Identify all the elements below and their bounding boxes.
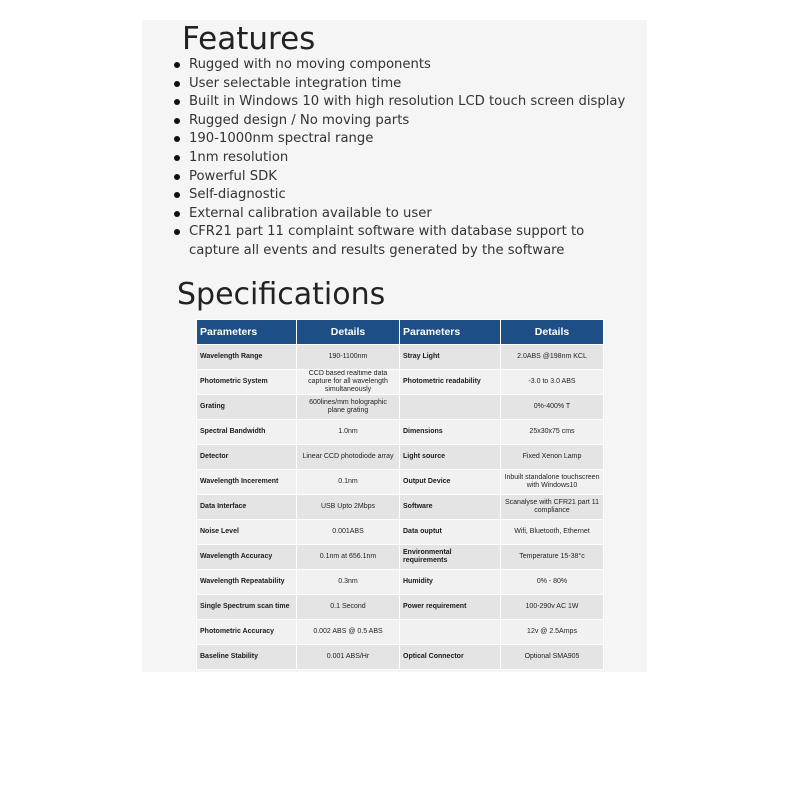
- table-row: [197, 595, 604, 620]
- detail-cell: Wifi, Bluetooth, Ethernet: [501, 520, 604, 545]
- feature-item: [172, 75, 632, 94]
- param-cell: Wavelength Incerement: [197, 470, 297, 495]
- bullet-icon: [174, 211, 180, 217]
- table-row: [197, 570, 604, 595]
- detail-cell: 0.3nm: [297, 570, 400, 595]
- bullet-icon: [174, 81, 180, 87]
- param-cell: Power requirement: [400, 595, 501, 620]
- table-row: [197, 620, 604, 645]
- specifications-heading: Specifications: [177, 277, 386, 312]
- bullet-icon: [174, 136, 180, 142]
- param-cell: Photometric readability: [400, 370, 501, 395]
- detail-cell: Inbuilt standalone touchscreen with Windows10: [501, 470, 604, 495]
- table-row: [197, 370, 604, 395]
- param-cell: Photometric System: [197, 370, 297, 395]
- param-cell: Photometric Accuracy: [197, 620, 297, 645]
- param-cell: Data ouptut: [400, 520, 501, 545]
- param-cell: Spectral Bandwidth: [197, 420, 297, 445]
- param-cell: [400, 395, 501, 420]
- detail-cell: 0.002 ABS @ 0.5 ABS: [297, 620, 400, 645]
- param-cell: [400, 620, 501, 645]
- bullet-icon: [174, 62, 180, 68]
- detail-cell: 0.1 Second: [297, 595, 400, 620]
- param-cell: Grating: [197, 395, 297, 420]
- bullet-icon: [174, 118, 180, 124]
- param-cell: Wavelength Accuracy: [197, 545, 297, 570]
- detail-cell: 100-290v AC 1W: [501, 595, 604, 620]
- detail-cell: Temperature 15-38°c: [501, 545, 604, 570]
- detail-cell: 0% - 80%: [501, 570, 604, 595]
- feature-text: CFR21 part 11 complaint software with database support to capture all events and results generated by the software: [189, 224, 585, 258]
- feature-text: 1nm resolution: [189, 149, 289, 165]
- table-header-row: [197, 320, 604, 345]
- table-row: [197, 445, 604, 470]
- feature-text: Rugged design / No moving parts: [189, 112, 410, 128]
- param-cell: Humidity: [400, 570, 501, 595]
- detail-cell: Optional SMA905: [501, 645, 604, 670]
- specifications-table: [196, 319, 604, 670]
- header-details: Details: [297, 320, 400, 345]
- feature-text: User selectable integration time: [189, 75, 402, 91]
- feature-item: [172, 186, 632, 205]
- bullet-icon: [174, 174, 180, 180]
- detail-cell: CCD based realtime data capture for all wavelength simultaneously: [297, 370, 400, 395]
- detail-cell: 2.0ABS @198nm KCL: [501, 345, 604, 370]
- param-cell: Detector: [197, 445, 297, 470]
- detail-cell: USB Upto 2Mbps: [297, 495, 400, 520]
- detail-cell: 0%-400% T: [501, 395, 604, 420]
- detail-cell: Linear CCD photodiode array: [297, 445, 400, 470]
- header-parameters: Parameters: [400, 320, 501, 345]
- detail-cell: 600lines/mm holographic plane grating: [297, 395, 400, 420]
- feature-item: [172, 130, 632, 149]
- param-cell: Software: [400, 495, 501, 520]
- param-cell: Stray Light: [400, 345, 501, 370]
- table-row: [197, 420, 604, 445]
- table-row: [197, 495, 604, 520]
- feature-text: 190-1000nm spectral range: [189, 131, 374, 147]
- feature-item: [172, 56, 632, 75]
- param-cell: Wavelength Range: [197, 345, 297, 370]
- detail-cell: Scanalyse with CFR21 part 11 compliance: [501, 495, 604, 520]
- param-cell: Baseline Stability: [197, 645, 297, 670]
- detail-cell: 0.1nm at 656.1nm: [297, 545, 400, 570]
- param-cell: Light source: [400, 445, 501, 470]
- table-row: [197, 545, 604, 570]
- param-cell: Optical Connector: [400, 645, 501, 670]
- param-cell: Single Spectrum scan time: [197, 595, 297, 620]
- table-row: [197, 470, 604, 495]
- detail-cell: 0.001 ABS/Hr: [297, 645, 400, 670]
- feature-item: [172, 93, 632, 112]
- table-row: [197, 345, 604, 370]
- param-cell: Dimensions: [400, 420, 501, 445]
- feature-item: [172, 168, 632, 187]
- feature-text: Rugged with no moving components: [189, 57, 431, 72]
- header-parameters: Parameters: [197, 320, 297, 345]
- feature-text: Self-diagnostic: [189, 187, 286, 203]
- param-cell: Noise Level: [197, 520, 297, 545]
- detail-cell: 0.1nm: [297, 470, 400, 495]
- feature-item: [172, 223, 632, 260]
- detail-cell: 1.0nm: [297, 420, 400, 445]
- param-cell: Data Interface: [197, 495, 297, 520]
- param-cell: Wavelength Repeatability: [197, 570, 297, 595]
- detail-cell: 0.001ABS: [297, 520, 400, 545]
- param-cell: Output Device: [400, 470, 501, 495]
- feature-text: Powerful SDK: [189, 168, 277, 184]
- feature-item: [172, 149, 632, 168]
- detail-cell: Fixed Xenon Lamp: [501, 445, 604, 470]
- detail-cell: 12v @ 2.5Amps: [501, 620, 604, 645]
- header-details: Details: [501, 320, 604, 345]
- features-list: [172, 56, 632, 261]
- table-row: [197, 645, 604, 670]
- bullet-icon: [174, 192, 180, 198]
- bullet-icon: [174, 99, 180, 105]
- detail-cell: 190-1100nm: [297, 345, 400, 370]
- detail-cell: -3.0 to 3.0 ABS: [501, 370, 604, 395]
- detail-cell: 25x30x75 cms: [501, 420, 604, 445]
- table-row: [197, 520, 604, 545]
- features-heading: Features: [182, 21, 316, 57]
- table-row: [197, 395, 604, 420]
- param-cell: Environmental requirements: [400, 545, 501, 570]
- bullet-icon: [174, 229, 180, 235]
- feature-text: Built in Windows 10 with high resolution LCD touch screen display: [189, 94, 626, 110]
- feature-text: External calibration available to user: [189, 205, 432, 221]
- feature-item: [172, 112, 632, 131]
- bullet-icon: [174, 155, 180, 161]
- feature-item: [172, 205, 632, 224]
